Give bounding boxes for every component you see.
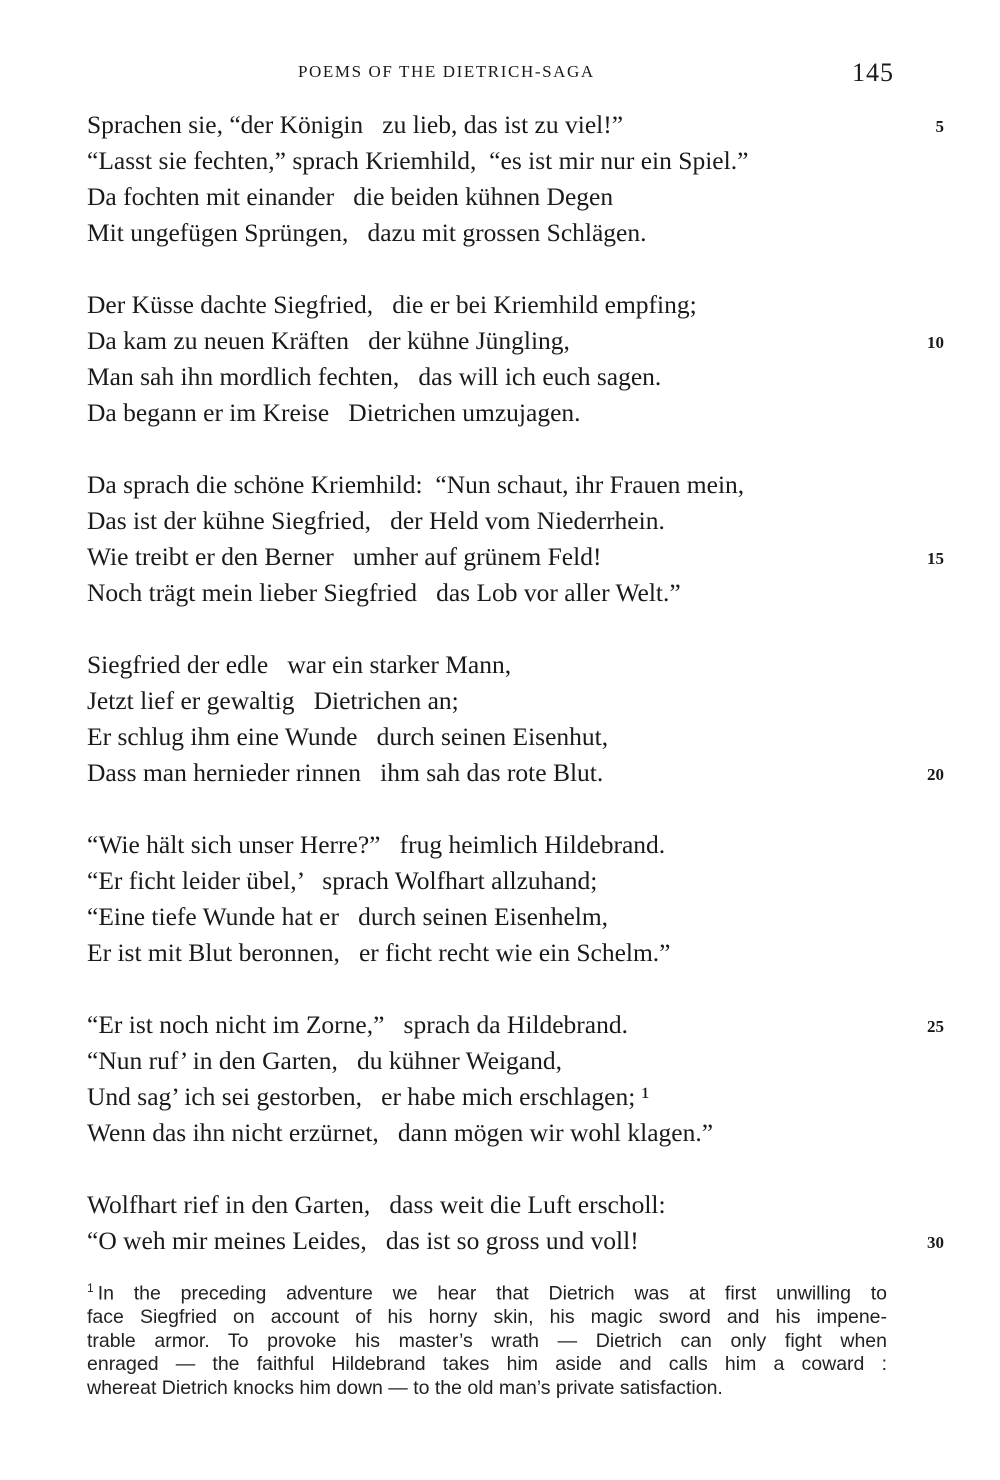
page-header: [0, 58, 1000, 90]
verse-text: Mit ungefügen Sprüngen, dazu mit grossen Schlägen.: [87, 218, 647, 247]
poem-body: [0, 107, 1000, 1295]
footnote-line: [87, 1277, 887, 1306]
verse-text: “Er ficht leider übel,’ sprach Wolfhart allzuhand;: [87, 866, 598, 895]
verse-text: “Er ist noch nicht im Zorne,” sprach da Hildebrand.: [87, 1010, 628, 1039]
footnote-marker: 1: [87, 1281, 94, 1295]
page-number: 145: [852, 58, 894, 87]
footnote-text: In the preceding adventure we hear that Dietrich was at first unwilling to: [97, 1282, 887, 1305]
line-number: 15: [927, 549, 944, 568]
verse-line: [0, 935, 1000, 971]
verse-text: “Eine tiefe Wunde hat er durch seinen Eisenhelm,: [87, 902, 609, 931]
line-number: 20: [927, 765, 944, 784]
verse-line: [0, 179, 1000, 215]
verse-line: [0, 1007, 1000, 1043]
verse-text: Er schlug ihm eine Wunde durch seinen Eisenhut,: [87, 722, 609, 751]
verse-text: Das ist der kühne Siegfried, der Held vom Niederrhein.: [87, 506, 665, 535]
verse-text: Siegfried der edle war ein starker Mann,: [87, 650, 512, 679]
verse-text: Wenn das ihn nicht erzürnet, dann mögen wir wohl klagen.”: [87, 1118, 714, 1147]
verse-line: [0, 1043, 1000, 1079]
verse-text: Jetzt lief er gewaltig Dietrichen an;: [87, 686, 459, 715]
footnote-line: trable armor. To provoke his master’s wrath — Dietrich can only fight when: [87, 1329, 887, 1352]
footnote-line: face Siegfried on account of his horny skin, his magic sword and his impene-: [87, 1306, 887, 1328]
footnote: [87, 1277, 887, 1400]
verse-text: Er ist mit Blut beronnen, er ficht recht wie ein Schelm.”: [87, 938, 671, 967]
verse-line: [0, 143, 1000, 179]
verse-line: [0, 503, 1000, 539]
verse-line: [0, 287, 1000, 323]
verse-text: Wie treibt er den Berner umher auf grünem Feld!: [87, 542, 602, 571]
verse-text: Noch trägt mein lieber Siegfried das Lob vor aller Welt.”: [87, 578, 681, 607]
line-number: 10: [927, 333, 944, 352]
verse-text: Da fochten mit einander die beiden kühnen Degen: [87, 182, 614, 211]
stanza: [0, 827, 1000, 971]
verse-line: [0, 323, 1000, 359]
verse-text: Wolfhart rief in den Garten, dass weit die Luft erscholl:: [87, 1190, 666, 1219]
verse-line: [0, 539, 1000, 575]
stanza: [0, 287, 1000, 431]
verse-line: [0, 395, 1000, 431]
verse-text: Dass man hernieder rinnen ihm sah das rote Blut.: [87, 758, 604, 787]
verse-line: [0, 575, 1000, 611]
line-number: 30: [927, 1233, 944, 1252]
stanza: [0, 467, 1000, 611]
verse-line: [0, 107, 1000, 143]
verse-line: [0, 1079, 1000, 1115]
verse-line: [0, 1223, 1000, 1259]
verse-line: [0, 467, 1000, 503]
verse-line: [0, 1187, 1000, 1223]
verse-text: “Wie hält sich unser Herre?” frug heimlich Hildebrand.: [87, 830, 666, 859]
stanza: [0, 1187, 1000, 1259]
verse-line: [0, 1115, 1000, 1151]
verse-text: Und sag’ ich sei gestorben, er habe mich erschlagen; ¹: [87, 1082, 650, 1111]
verse-text: Man sah ihn mordlich fechten, das will ich euch sagen.: [87, 362, 662, 391]
verse-text: Sprachen sie, “der Königin zu lieb, das ist zu viel!”: [87, 110, 624, 139]
verse-line: [0, 863, 1000, 899]
verse-text: “Nun ruf’ in den Garten, du kühner Weigand,: [87, 1046, 562, 1075]
line-number: 25: [927, 1017, 944, 1036]
line-number: 5: [935, 117, 944, 136]
verse-text: “Lasst sie fechten,” sprach Kriemhild, “es ist mir nur ein Spiel.”: [87, 146, 749, 175]
verse-line: [0, 755, 1000, 791]
stanza: [0, 1007, 1000, 1151]
verse-text: Der Küsse dachte Siegfried, die er bei Kriemhild empfing;: [87, 290, 697, 319]
verse-line: [0, 647, 1000, 683]
verse-line: [0, 683, 1000, 719]
verse-line: [0, 827, 1000, 863]
verse-line: [0, 359, 1000, 395]
verse-line: [0, 215, 1000, 251]
running-head: POEMS OF THE DIETRICH-SAGA: [298, 62, 595, 81]
footnote-line: enraged — the faithful Hildebrand takes him aside and calls him a coward :: [87, 1353, 887, 1375]
verse-line: [0, 899, 1000, 935]
footnote-line: whereat Dietrich knocks him down — to the old man’s private satisfaction.: [87, 1376, 723, 1399]
verse-text: Da kam zu neuen Kräften der kühne Jüngling,: [87, 326, 570, 355]
stanza: [0, 647, 1000, 791]
verse-text: Da begann er im Kreise Dietrichen umzujagen.: [87, 398, 581, 427]
verse-text: Da sprach die schöne Kriemhild: “Nun schaut, ihr Frauen mein,: [87, 470, 745, 499]
verse-line: [0, 719, 1000, 755]
stanza: [0, 107, 1000, 251]
verse-text: “O weh mir meines Leides, das ist so gross und voll!: [87, 1226, 639, 1255]
